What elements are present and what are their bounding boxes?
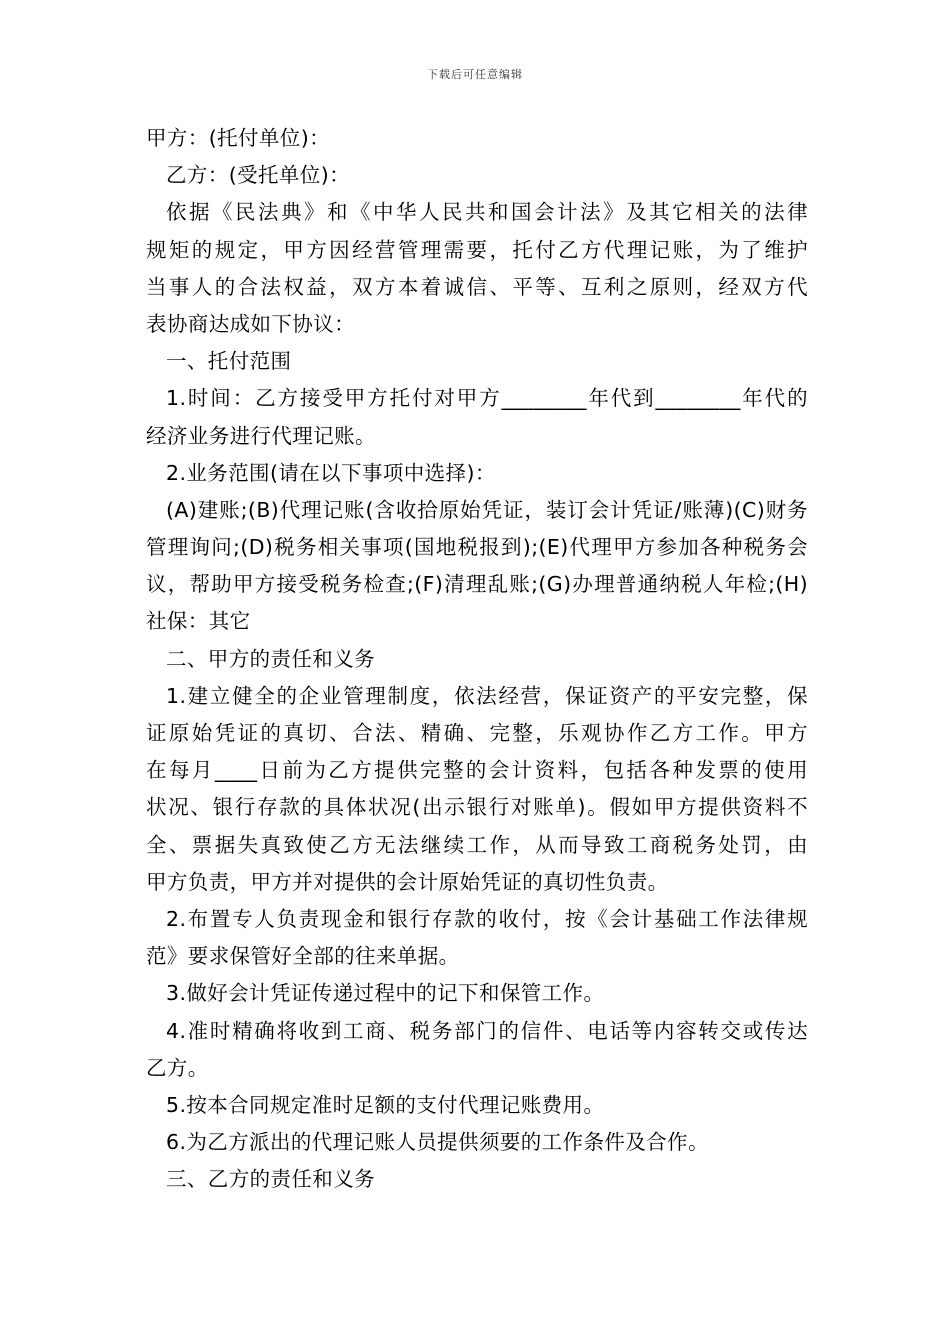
text-line: 证原始凭证的真切、合法、精确、完整，乐观协作乙方工作。甲方 <box>146 721 808 745</box>
text-line: 一、托付范围 <box>166 349 292 374</box>
header-note: 下载后可任意编辑 <box>427 68 523 81</box>
text-line: 全、票据失真致使乙方无法继续工作，从而导致工商税务处罚，由 <box>146 832 808 857</box>
text-line: 经济业务进行代理记账。 <box>146 423 376 448</box>
document-body <box>146 120 808 1198</box>
text-line: 甲方负责，甲方并对提供的会计原始凭证的真切性负责。 <box>146 869 669 894</box>
text-line: 管理询问;(D)税务相关事项(国地税报到);(E)代理甲方参加各种税务会 <box>146 535 808 560</box>
text-line: 6.为乙方派出的代理记账人员提供须要的工作条件及合作。 <box>166 1130 709 1155</box>
text-line: 乙方。 <box>146 1055 209 1080</box>
text-line: 乙方：(受托单位)： <box>166 163 350 188</box>
text-line: 状况、银行存款的具体状况(出示银行对账单)。假如甲方提供资料不 <box>146 795 808 820</box>
text-line: 表协商达成如下协议： <box>146 311 355 336</box>
text-line: 4.准时精确将收到工商、税务部门的信件、电话等内容转交或传达 <box>166 1018 808 1043</box>
text-line: 在每月____日前为乙方提供完整的会计资料，包括各种发票的使用 <box>146 758 808 783</box>
text-line: 1.建立健全的企业管理制度，依法经营，保证资产的平安完整，保 <box>166 683 808 708</box>
text-line: 范》要求保管好全部的往来单据。 <box>146 944 460 969</box>
text-line: 甲方：(托付单位)： <box>146 126 330 150</box>
text-line: 二、甲方的责任和义务 <box>166 646 375 671</box>
text-line: 社保：其它 <box>146 609 251 634</box>
text-line: 当事人的合法权益，双方本着诚信、平等、互利之原则，经双方代 <box>146 274 808 299</box>
text-line: 规矩的规定，甲方因经营管理需要，托付乙方代理记账，为了维护 <box>146 237 808 262</box>
text-line: 5.按本合同规定准时足额的支付代理记账费用。 <box>166 1092 605 1117</box>
text-line: 2.业务范围(请在以下事项中选择)： <box>166 460 496 485</box>
text-line: (A)建账;(B)代理记账(含收拾原始凭证，装订会计凭证/账薄)(C)财务 <box>166 497 808 522</box>
text-line: 依据《民法典》和《中华人民共和国会计法》及其它相关的法律 <box>166 200 808 225</box>
text-line: 三、乙方的责任和义务 <box>166 1167 375 1192</box>
text-line: 1.时间：乙方接受甲方托付对甲方________年代到________年代的 <box>166 386 808 411</box>
text-line: 3.做好会计凭证传递过程中的记下和保管工作。 <box>166 981 605 1006</box>
text-line: 2.布置专人负责现金和银行存款的收付，按《会计基础工作法律规 <box>166 906 808 931</box>
text-line: 议，帮助甲方接受税务检查;(F)清理乱账;(G)办理普通纳税人年检;(H) <box>146 572 808 597</box>
